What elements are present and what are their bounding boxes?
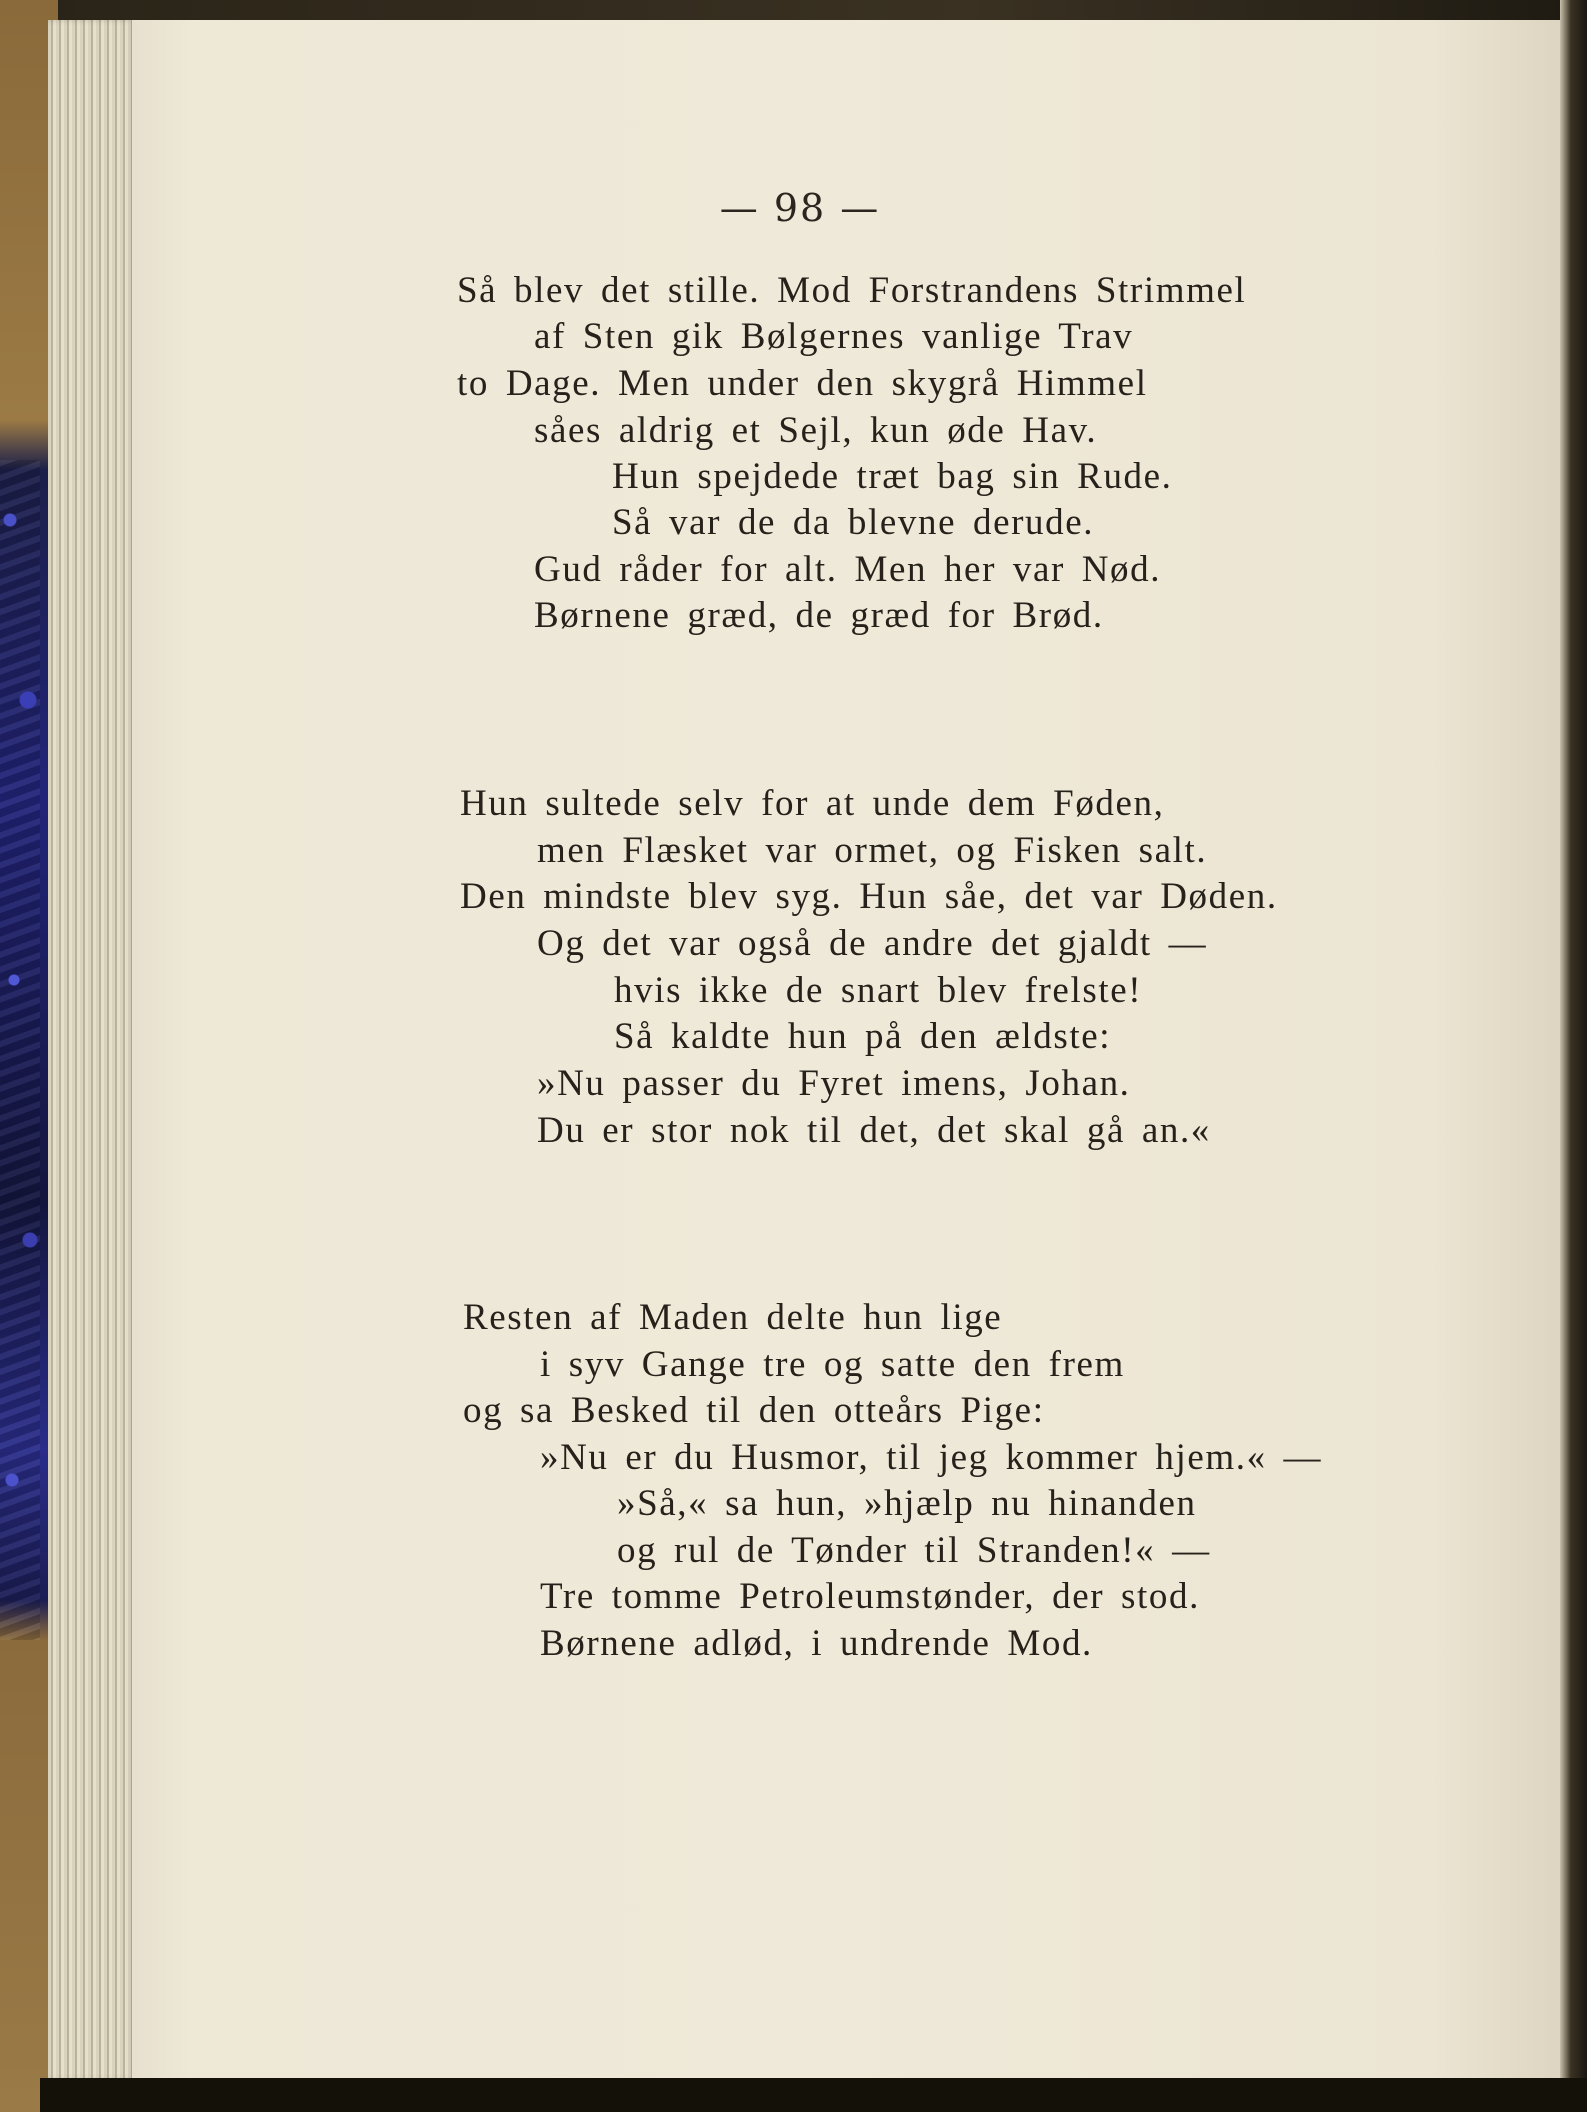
verse-line: Gud råder for alt. Men her var Nød. <box>534 549 1162 590</box>
marbled-cover-pattern <box>0 460 40 1640</box>
verse-line: hvis ikke de snart blev frelste! <box>614 970 1143 1011</box>
verse-line: Så kaldte hun på den ældste: <box>614 1016 1112 1057</box>
verse-line: »Nu er du Husmor, til jeg kommer hjem.« — <box>540 1437 1323 1478</box>
verse-line: såes aldrig et Sejl, kun øde Hav. <box>534 410 1098 451</box>
verse-line: Børnene græd, de græd for Brød. <box>534 595 1104 636</box>
verse-line: Så blev det stille. Mod Forstrandens Strimmel <box>457 270 1247 311</box>
verse-line: og rul de Tønder til Stranden!« — <box>617 1530 1211 1571</box>
verse-line: og sa Besked til den otteårs Pige: <box>463 1390 1045 1431</box>
stacked-page-edges <box>48 20 136 2080</box>
verse-line: Og det var også de andre det gjaldt — <box>537 923 1208 964</box>
verse-line: »Så,« sa hun, »hjælp nu hinanden <box>617 1483 1197 1524</box>
verse-line: Hun spejdede træt bag sin Rude. <box>612 456 1173 497</box>
verse-line: men Flæsket var ormet, og Fisken salt. <box>537 830 1208 871</box>
verse-line: i syv Gange tre og satte den frem <box>540 1344 1125 1385</box>
book-right-edge <box>1560 0 1587 2112</box>
scanner-top-edge <box>40 0 1587 22</box>
verse-line: Tre tomme Petroleumstønder, der stod. <box>540 1576 1200 1617</box>
verse-line: Den mindste blev syg. Hun såe, det var Døden. <box>460 876 1278 917</box>
verse-line: Resten af Maden delte hun lige <box>463 1297 1003 1338</box>
verse-line: Børnene adlød, i undrende Mod. <box>540 1623 1093 1664</box>
verse-line: »Nu passer du Fyret imens, Johan. <box>537 1063 1131 1104</box>
verse-line: af Sten gik Bølgernes vanlige Trav <box>534 316 1134 357</box>
verse-line: Hun sultede selv for at unde dem Føden, <box>460 783 1165 824</box>
verse-line: Så var de da blevne derude. <box>612 502 1095 543</box>
scanner-bottom-edge <box>40 2078 1587 2112</box>
verse-line: to Dage. Men under den skygrå Himmel <box>457 363 1148 404</box>
verse-line: Du er stor nok til det, det skal gå an.« <box>537 1110 1211 1151</box>
page-number: — 98 — <box>719 186 881 230</box>
